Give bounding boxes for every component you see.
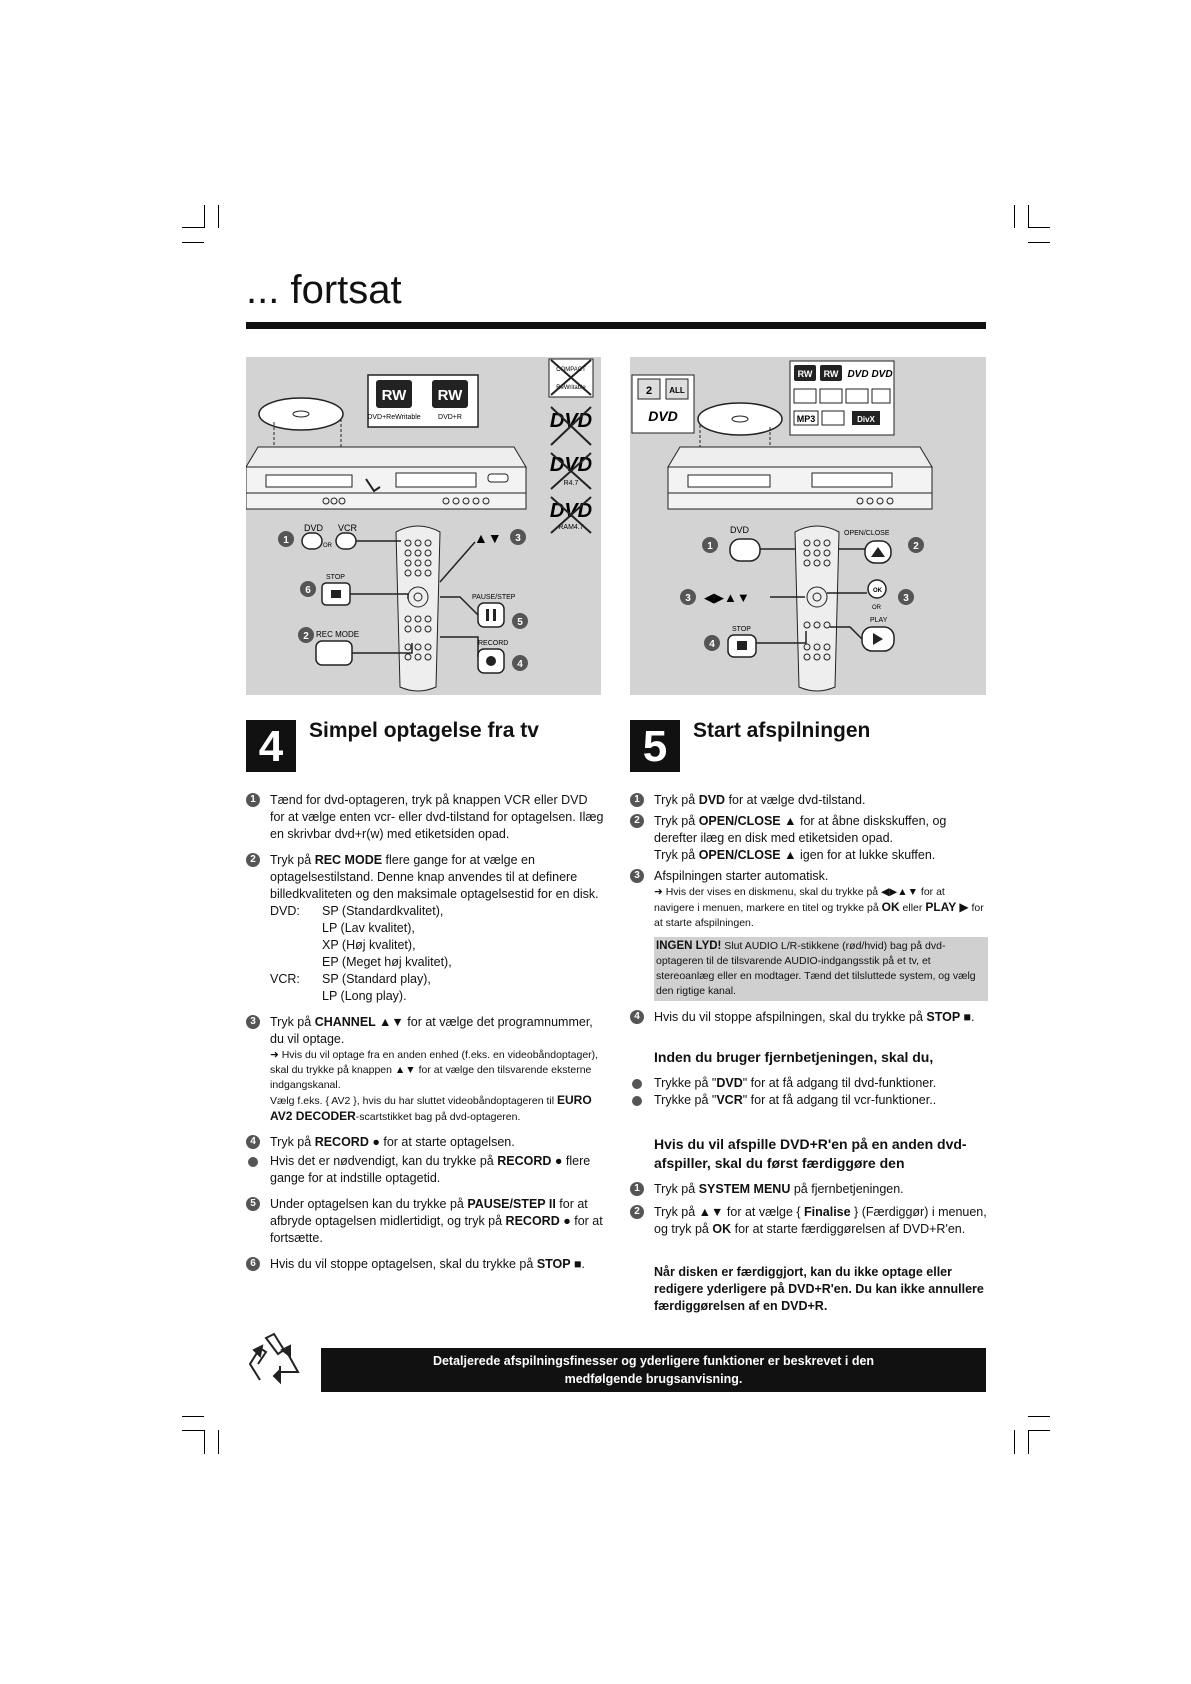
- svg-text:DVD: DVD: [730, 525, 750, 535]
- rec-mode-button-icon: [316, 641, 352, 665]
- step-item: 3 Afspilningen starter automatisk. ➜ Hvis der vises en diskmenu, skal du trykke på ◀▶▲▼ for at navigere i menuen, markere en titel og trykke på OK eller PLAY ▶ for at starte afspilningen.: [630, 868, 988, 931]
- svg-text:DVD+R: DVD+R: [438, 414, 462, 421]
- svg-text:ReWritable: ReWritable: [556, 385, 586, 391]
- svg-text:STOP: STOP: [326, 574, 345, 581]
- step-item: 3 Tryk på CHANNEL ▲▼ for at vælge det programnummer, du vil optage. ➜ Hvis du vil optage fra en anden enhed (f.eks. en videobåndoptager), skal du trykke på knappen ▲▼ for at vælge den tilsvarende eksterne indgangskanal. Vælg f.eks. { AV2 }, hvis du har sluttet videobåndoptageren til EURO AV2 DECODER-scartstikket bag på dvd-optageren.: [246, 1014, 604, 1125]
- disc-icon: [259, 398, 343, 430]
- remote-usage-heading: Inden du bruger fjernbetjeningen, skal du,: [654, 1049, 934, 1065]
- svg-text:RW: RW: [823, 369, 839, 379]
- unsupported-disc-icons: [549, 359, 593, 533]
- svg-text:MP3: MP3: [796, 414, 816, 424]
- svg-text:COMPACT: COMPACT: [556, 367, 586, 373]
- section-5-heading: Start afspilningen: [693, 719, 871, 742]
- step-item: 6 Hvis du vil stoppe optagelsen, skal du trykke på STOP ■.: [246, 1256, 604, 1273]
- svg-text:OR: OR: [872, 605, 881, 611]
- disc-icon: [698, 403, 782, 435]
- svg-text:OK: OK: [873, 588, 882, 594]
- svg-text:1: 1: [707, 541, 713, 552]
- figure-playback: [630, 357, 986, 695]
- remote-control-icon: [396, 526, 440, 691]
- pause-step-button-icon: [478, 603, 504, 627]
- svg-text:DVD: DVD: [549, 454, 593, 476]
- step-note: ➜ Hvis du vil optage fra en anden enhed (f.eks. en videobåndoptager), skal du trykke på knappen ▲▼ for at vælge den tilsvarende eksterne indgangskanal. Vælg f.eks. { AV2 }, hvis du har sluttet videobåndoptageren til EURO AV2 DECODER-scartstikket bag på dvd-optageren.: [270, 1049, 599, 1123]
- svg-text:DVD: DVD: [648, 408, 678, 424]
- page-title: ... fortsat: [246, 268, 402, 312]
- svg-text:2: 2: [645, 385, 653, 397]
- svg-text:PLAY: PLAY: [870, 617, 888, 624]
- svg-text:3: 3: [903, 593, 909, 604]
- svg-text:2: 2: [913, 541, 919, 552]
- svg-text:R4.7: R4.7: [563, 480, 579, 487]
- svg-text:RW: RW: [437, 387, 463, 404]
- svg-text:DVD: DVD: [847, 369, 869, 380]
- step-item: 1 Tryk på DVD for at vælge dvd-tilstand.: [630, 792, 988, 809]
- svg-text:6: 6: [305, 585, 311, 596]
- svg-text:DVD: DVD: [549, 410, 593, 432]
- svg-text:OPEN/CLOSE: OPEN/CLOSE: [844, 530, 890, 537]
- finalize-heading: Hvis du vil afspille DVD+R'en på en anden dvd-afspiller, skal du først færdiggøre den: [654, 1136, 967, 1171]
- step-item: 2 Tryk på OPEN/CLOSE ▲ for at åbne diskskuffen, og derefter ilæg en disk med etiketsiden opad. Tryk på OPEN/CLOSE ▲ igen for at lukke skuffen.: [630, 813, 988, 864]
- section-4-steps: [246, 792, 604, 1282]
- svg-text:1: 1: [283, 535, 289, 546]
- dvd-button-icon: [302, 533, 322, 549]
- svg-text:DVD+ReWritable: DVD+ReWritable: [367, 414, 421, 421]
- playback-illustration: [630, 357, 986, 695]
- svg-text:VCR: VCR: [338, 523, 358, 533]
- svg-text:5: 5: [517, 617, 523, 628]
- svg-text:DVD: DVD: [304, 523, 324, 533]
- svg-text:DivX: DivX: [857, 415, 875, 424]
- figure-recording: [246, 357, 601, 695]
- step-item: 1 Tænd for dvd-optageren, tryk på knappen VCR eller DVD for at vælge enten vcr- eller dvd-tilstand for optagelsen. Ilæg en skrivbar dvd+r(w) med etiketsiden opad.: [246, 792, 604, 843]
- recycle-icon: [246, 1330, 302, 1386]
- svg-text:RW: RW: [797, 369, 813, 379]
- step-item: 5 Under optagelsen kan du trykke på PAUSE/STEP II for at afbryde optagelsen midlertidigt, og tryk på RECORD ● for at fortsætte.: [246, 1196, 604, 1247]
- svg-text:DVD: DVD: [871, 369, 893, 380]
- svg-text:RECORD: RECORD: [478, 640, 509, 647]
- svg-text:DVD: DVD: [549, 500, 593, 522]
- recording-illustration: [246, 357, 601, 695]
- section-5-steps: [630, 792, 988, 1315]
- step-item: 4 Hvis du vil stoppe afspilningen, skal du trykke på STOP ■.: [630, 1009, 988, 1026]
- bullet-item: Trykke på "DVD" for at få adgang til dvd-funktioner.: [630, 1075, 988, 1092]
- svg-text:OR: OR: [323, 543, 332, 549]
- step-note: ➜ Hvis der vises en diskmenu, skal du trykke på ◀▶▲▼ for at navigere i menuen, markere en titel og trykke på OK eller PLAY ▶ for at starte afspilningen.: [654, 886, 984, 929]
- vcr-button-icon: [336, 533, 356, 549]
- svg-text:4: 4: [517, 659, 523, 670]
- remote-control-icon: [795, 526, 839, 691]
- recording-mode-list: DVD: SP (Standardkvalitet), LP (Lav kvalitet), XP (Høj kvalitet), EP (Meget høj kvalitet), VCR: SP (Standard play), LP (Long play).: [270, 904, 452, 1003]
- svg-text:3: 3: [515, 533, 521, 544]
- svg-text:RW: RW: [381, 387, 407, 404]
- step-item: 4 Tryk på RECORD ● for at starte optagelsen.: [246, 1134, 604, 1151]
- svg-text:▲▼: ▲▼: [474, 530, 502, 546]
- section-4-number: 4: [246, 720, 296, 772]
- title-rule: [246, 322, 986, 329]
- step-item: 1 Tryk på SYSTEM MENU på fjernbetjeningen.: [630, 1181, 988, 1198]
- dvd-recorder-unit: [246, 447, 526, 509]
- svg-text:RAM4.7: RAM4.7: [558, 524, 584, 531]
- finalize-warning: Når disken er færdiggjort, kan du ikke optage eller redigere yderligere på DVD+R'en. Du kan ikke annullere færdiggørelsen af en DVD+R.: [654, 1265, 984, 1313]
- section-5-number: 5: [630, 720, 680, 772]
- step-item: 2 Tryk på ▲▼ for at vælge { Finalise } (Færdiggør) i menuen, og tryk på OK for at starte færdiggørelsen af DVD+R'en.: [630, 1204, 988, 1238]
- svg-text:3: 3: [685, 593, 691, 604]
- svg-text:STOP: STOP: [732, 626, 751, 633]
- svg-text:ALL: ALL: [669, 386, 685, 395]
- svg-text:◀▶▲▼: ◀▶▲▼: [704, 590, 750, 605]
- footer-banner: Detaljerede afspilningsfinesser og yderligere funktioner er beskrevet i den medfølgende brugsanvisning.: [321, 1348, 986, 1392]
- dvd-button-icon: [730, 539, 760, 561]
- svg-text:4: 4: [709, 639, 715, 650]
- section-4-heading: Simpel optagelse fra tv: [309, 719, 539, 742]
- svg-text:PAUSE/STEP: PAUSE/STEP: [472, 594, 516, 601]
- step-item: 2 Tryk på REC MODE flere gange for at vælge en optagelsestilstand. Denne knap anvendes til at definere billedkvaliteten og den maksimale optagelsestid for en disk. DVD: SP (Standardkvalitet), LP (Lav kvalitet), XP (Høj kvalitet), EP (Meget høj kvalitet), VCR: SP (Standard play), LP (Long play).: [246, 852, 604, 1005]
- bullet-item: Trykke på "VCR" for at få adgang til vcr-funktioner..: [630, 1092, 988, 1109]
- no-sound-notice: INGEN LYD! Slut AUDIO L/R-stikkene (rød/hvid) bag på dvd-optageren til de tilsvarende AUDIO-indgangsstik på et tv, et stereoanlæg eller en modtager. Tænd det tilsluttede system, og vælg den rigtige kanal.: [654, 937, 988, 1001]
- dvd-recorder-unit: [668, 447, 932, 509]
- svg-text:2: 2: [303, 631, 309, 642]
- svg-text:REC MODE: REC MODE: [316, 630, 360, 639]
- bullet-item: Hvis det er nødvendigt, kan du trykke på RECORD ● flere gange for at indstille optagetid.: [246, 1153, 604, 1187]
